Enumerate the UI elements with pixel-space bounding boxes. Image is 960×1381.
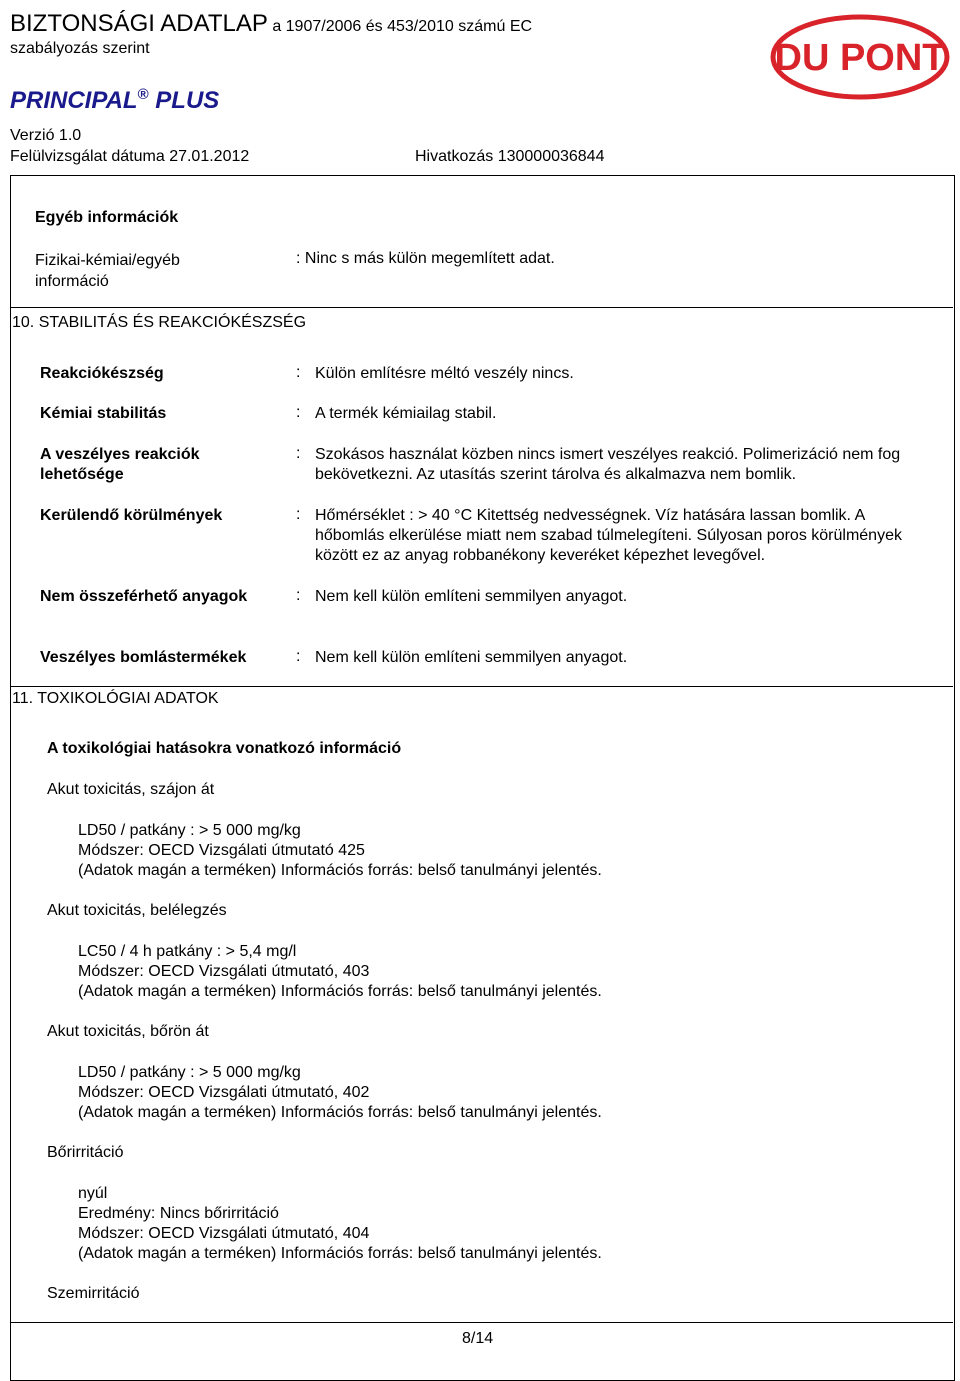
dermal-toxicity-title: Akut toxicitás, bőrön át (47, 1023, 209, 1040)
conditions-to-avoid-label: Kerülendő körülmények (40, 507, 223, 524)
skin-result: Eredmény: Nincs bőrirritáció (78, 1205, 279, 1222)
decomposition-products-value: Nem kell külön említeni semmilyen anyagot. (315, 649, 628, 666)
other-info-value: : Ninc s más külön megemlített adat. (296, 250, 555, 267)
logo-text: DU PONT (774, 37, 946, 79)
conditions-to-avoid-value: Hőmérséklet : > 40 °C Kitettség nedvességnek. Víz hatására lassan bomlik. A hőbomlás elkerülése miatt nem szabad túlmelegíteni. Súlyosan poros körülmények között ez az anyag robbanékony keveréket képezhet levegővel. (315, 507, 902, 564)
reference-number: Hivatkozás 130000036844 (415, 148, 605, 165)
other-info-heading: Egyéb információk (35, 209, 179, 226)
oral-method: Módszer: OECD Vizsgálati útmutató 425 (78, 842, 365, 859)
inhalation-lc50: LC50 / 4 h patkány : > 5,4 mg/l (78, 943, 297, 960)
document-subtitle: szabályozás szerint (10, 40, 150, 57)
skin-irritation-title: Bőrirritáció (47, 1144, 124, 1161)
section10-divider (10, 307, 953, 308)
skin-species: nyúl (78, 1185, 108, 1202)
skin-method: Módszer: OECD Vizsgálati útmutató, 404 (78, 1225, 370, 1242)
skin-irritation-block (78, 1184, 602, 1264)
decomposition-products-label: Veszélyes bomlástermékek (40, 649, 247, 666)
section10-heading: 10. STABILITÁS ÉS REAKCIÓKÉSZSÉG (12, 314, 307, 331)
oral-ld50: LD50 / patkány : > 5 000 mg/kg (78, 822, 301, 839)
colon: : (296, 648, 301, 665)
footer-divider (10, 1322, 953, 1323)
registered-mark: ® (137, 86, 149, 103)
document-title-main: BIZTONSÁGI ADATLAP (10, 10, 268, 37)
colon: : (296, 445, 301, 462)
colon: : (296, 404, 301, 421)
reactivity-value: Külön említésre méltó veszély nincs. (315, 365, 574, 382)
document-title-regulation: a 1907/2006 és 453/2010 számú EC (272, 18, 533, 35)
review-date: Felülvizsgálat dátuma 27.01.2012 (10, 148, 250, 165)
colon: : (296, 587, 301, 604)
dermal-ld50: LD50 / patkány : > 5 000 mg/kg (78, 1064, 301, 1081)
dermal-source: (Adatok magán a terméken) Információs forrás: belső tanulmányi jelentés. (78, 1104, 602, 1121)
chemical-stability-value: A termék kémiailag stabil. (315, 405, 497, 422)
dupont-logo (770, 14, 950, 100)
product-name (10, 86, 219, 115)
colon: : (296, 364, 301, 381)
other-info-label-line1: Fizikai-kémiai/egyéb (35, 252, 180, 269)
inhalation-toxicity-title: Akut toxicitás, belélegzés (47, 902, 227, 919)
hazardous-reactions-label: A veszélyes reakciók lehetősége (40, 446, 200, 483)
incompatible-materials-label: Nem összeférhető anyagok (40, 588, 248, 605)
oral-toxicity-title: Akut toxicitás, szájon át (47, 781, 215, 798)
inhalation-source: (Adatok magán a terméken) Információs forrás: belső tanulmányi jelentés. (78, 983, 602, 1000)
dermal-method: Módszer: OECD Vizsgálati útmutató, 402 (78, 1084, 370, 1101)
oral-source: (Adatok magán a terméken) Információs forrás: belső tanulmányi jelentés. (78, 862, 602, 879)
document-title (10, 10, 532, 38)
page-number: 8/14 (462, 1330, 494, 1347)
chemical-stability-label: Kémiai stabilitás (40, 405, 167, 422)
inhalation-toxicity-block (78, 942, 602, 1002)
reactivity-label: Reakciókészség (40, 365, 164, 382)
incompatible-materials-value: Nem kell külön említeni semmilyen anyagot. (315, 588, 628, 605)
eye-irritation-title: Szemirritáció (47, 1285, 140, 1302)
product-name-main: PRINCIPAL (10, 87, 138, 114)
section11-divider (10, 686, 953, 687)
skin-source: (Adatok magán a terméken) Információs forrás: belső tanulmányi jelentés. (78, 1245, 602, 1262)
product-name-suffix: PLUS (155, 87, 220, 114)
oral-toxicity-block (78, 821, 602, 881)
other-info-label-line2: információ (35, 273, 109, 290)
inhalation-method: Módszer: OECD Vizsgálati útmutató, 403 (78, 963, 370, 980)
toxicology-subheading: A toxikológiai hatásokra vonatkozó információ (47, 740, 402, 757)
version: Verzió 1.0 (10, 127, 82, 144)
dermal-toxicity-block (78, 1063, 602, 1123)
section11-heading: 11. TOXIKOLÓGIAI ADATOK (12, 690, 219, 707)
colon: : (296, 506, 301, 523)
hazardous-reactions-value: Szokásos használat közben nincs ismert veszélyes reakció. Polimerizáció nem fog bekövetkezni. Az utasítás szerint tárolva és alkalmazva nem bomlik. (315, 446, 901, 483)
other-info-label (35, 250, 180, 292)
